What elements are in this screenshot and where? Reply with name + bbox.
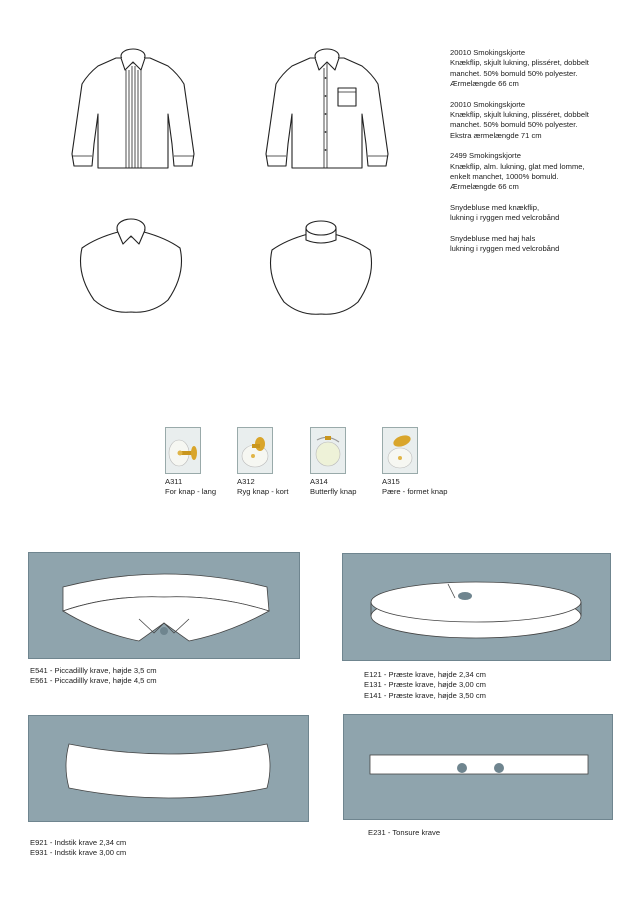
stud-a312-image	[237, 427, 273, 474]
tuxedo-shirt-pocket-drawing	[262, 44, 392, 169]
tonsure-collar-caption: E231 - Tonsure krave	[368, 828, 441, 837]
stud-a311-caption: A311 For knap - lang	[165, 477, 217, 497]
praeste-collar-caption: E121 - Præste krave, højde 2,34 cm E131 - Præste krave, højde 3,00 cm E141 - Præste krave, højde 3,50 cm	[364, 670, 486, 700]
indstik-collar-caption: E921 - Indstik krave 2,34 cm E931 - Indstik krave 3,00 cm	[30, 838, 127, 858]
description-1: 20010 Smokingskjorte Knækflip, skjult lukning, plisséret, dobbelt manchet. 50% bomuld 50% polyester. Ærmelængde 66 cm	[450, 48, 589, 89]
shirt-descriptions	[450, 48, 635, 265]
dickey-wing-collar-drawing	[76, 214, 186, 314]
description-5: Snydebluse med høj hals lukning i ryggen med velcrobånd	[450, 233, 560, 254]
stud-a314-caption: A314 Butterfly knap	[310, 477, 357, 497]
praeste-collar-panel	[342, 553, 611, 661]
description-2: 20010 Smokingskjorte Knækflip, skjult lukning, plisséret, dobbelt manchet. 50% bomuld 50% polyester. Ekstra ærmelængde 71 cm	[450, 99, 589, 140]
dickey-high-neck-drawing	[266, 212, 376, 316]
piccadilly-collar-caption: E541 - Piccadillly krave, højde 3,5 cm E561 - Piccadillly krave, højde 4,5 cm	[30, 666, 157, 686]
stud-a314-image	[310, 427, 346, 474]
description-4: Snydebluse med knækflip, lukning i ryggen med velcrobånd	[450, 202, 560, 223]
tuxedo-shirt-pleated-drawing	[68, 44, 198, 169]
stud-a312-caption: A312 Ryg knap - kort	[237, 477, 289, 497]
indstik-collar-panel	[28, 715, 309, 822]
stud-a315-caption: A315 Pære - formet knap	[382, 477, 448, 497]
tonsure-collar-panel	[343, 714, 613, 820]
stud-a311-image	[165, 427, 201, 474]
stud-a315-image	[382, 427, 418, 474]
description-3: 2499 Smokingskjorte Knækflip, alm. lukning, glat med lomme, enkelt manchet, 1000% bomuld. Ærmelængde 66 cm	[450, 151, 585, 192]
piccadilly-collar-panel	[28, 552, 300, 659]
